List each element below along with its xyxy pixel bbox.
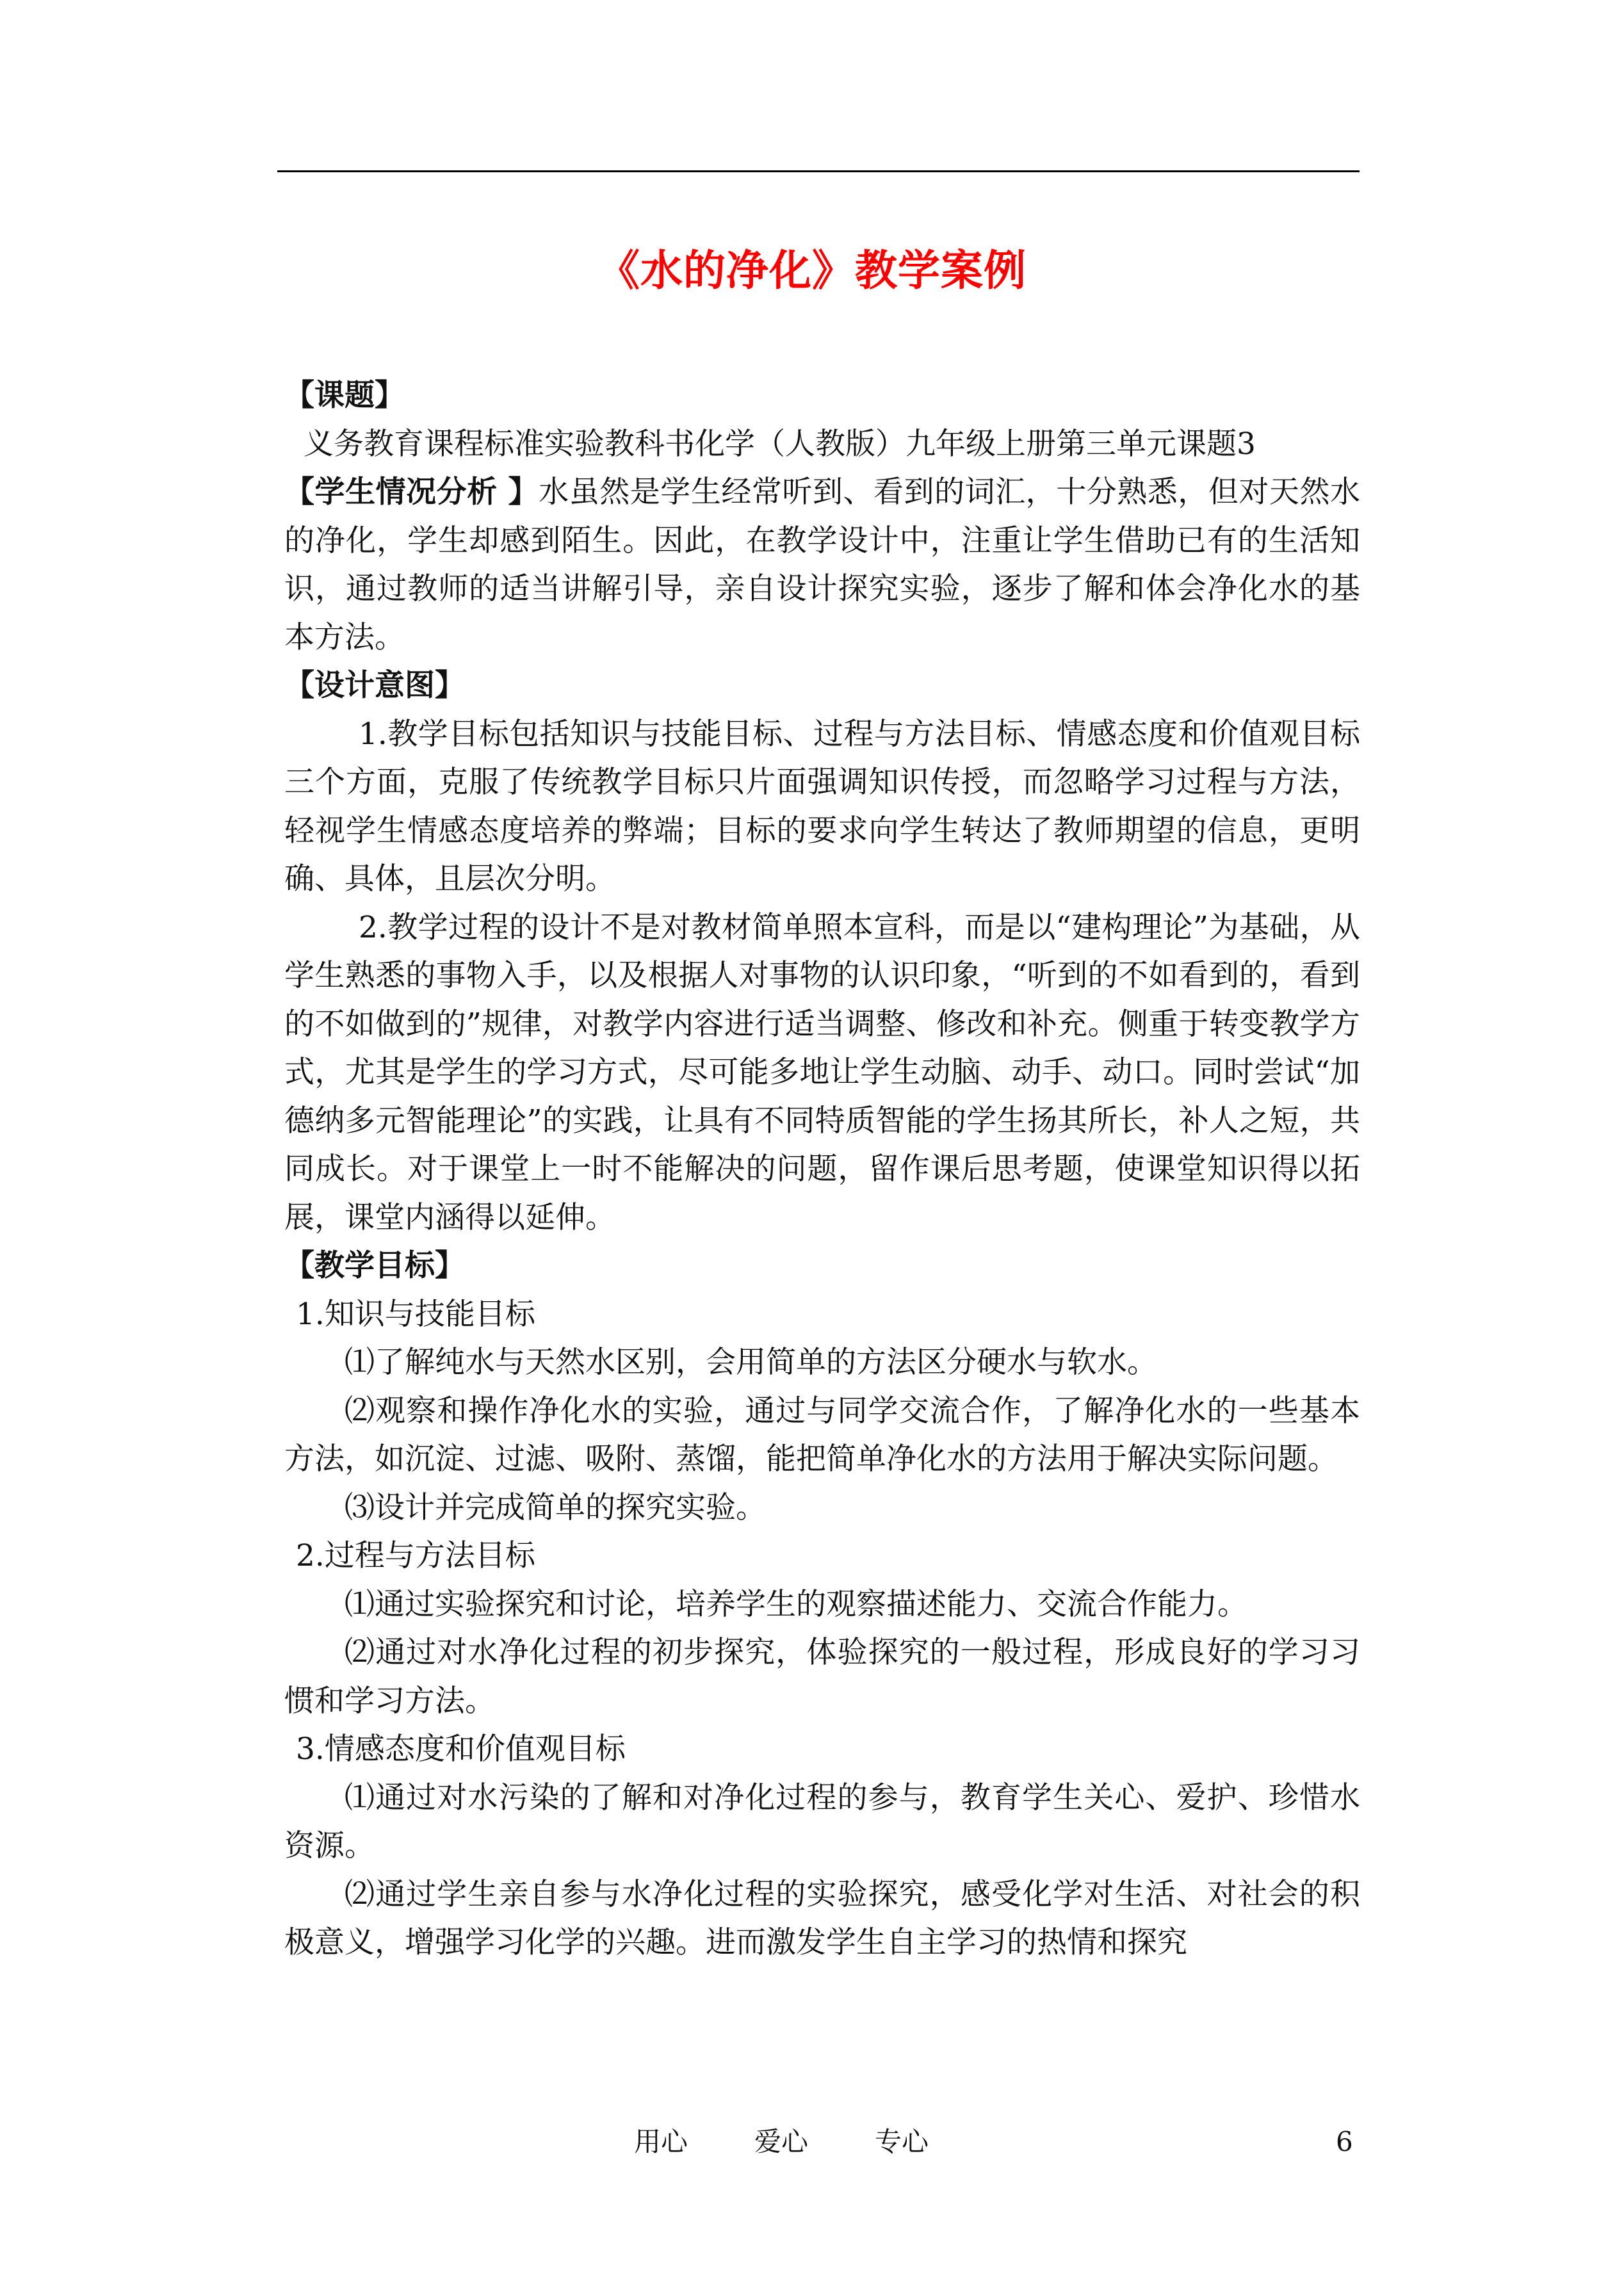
footer-motto-2: 爱心: [754, 2126, 809, 2157]
objective-1-1: ⑴了解纯水与天然水区别，会用简单的方法区分硬水与软水。: [345, 1345, 1157, 1380]
objective-group-3: 3.情感态度和价值观目标: [296, 1731, 626, 1767]
document-body: [284, 371, 1360, 1967]
footer-motto-3: 专心: [875, 2126, 929, 2157]
objective-group-1: 1.知识与技能目标: [296, 1296, 535, 1332]
objective-2-1: ⑴通过实验探究和讨论，培养学生的观察描述能力、交流合作能力。: [345, 1586, 1247, 1622]
topic-heading: 【课题】: [284, 378, 405, 413]
objective-3-1: ⑴通过对水污染的了解和对净化过程的参与，教育学生关心、爱护、珍惜水资源。: [284, 1780, 1360, 1863]
topic-text: 义务教育课程标准实验教科书化学（人教版）九年级上册第三单元课题3: [304, 426, 1256, 462]
footer-motto-1: 用心: [634, 2126, 688, 2157]
design-intent-heading: 【设计意图】: [284, 668, 465, 703]
student-analysis-heading: 【学生情况分析 】: [284, 474, 539, 510]
design-intent-paragraph-1: 1.教学目标包括知识与技能目标、过程与方法目标、情感态度和价值观目标三个方面，克服了传统教学目标只片面强调知识传授，而忽略学习过程与方法，轻视学生情感态度培养的弊端；目标的要求向学生转达了教师期望的信息，更明确、具体，且层次分明。: [284, 716, 1360, 896]
objectives-heading: 【教学目标】: [284, 1248, 465, 1283]
objective-2-2: ⑵通过对水净化过程的初步探究，体验探究的一般过程，形成良好的学习习惯和学习方法。: [284, 1635, 1360, 1719]
objective-1-2: ⑵观察和操作净化水的实验，通过与同学交流合作，了解净化水的一些基本方法，如沉淀、过滤、吸附、蒸馏，能把简单净化水的方法用于解决实际问题。: [284, 1393, 1360, 1477]
page-title: 《水的净化》教学案例: [597, 246, 1027, 295]
objective-group-2: 2.过程与方法目标: [296, 1538, 535, 1573]
page-footer: [0, 2120, 1624, 2164]
footer-motto: [634, 2120, 995, 2164]
design-intent-paragraph-2: 2.教学过程的设计不是对教材简单照本宣科，而是以“建构理论”为基础，从学生熟悉的事物入手，以及根据人对事物的认识印象，“听到的不如看到的，看到的不如做到的”规律，对教学内容进行适当调整、修改和补充。侧重于转变教学方式，尤其是学生的学习方式，尽可能多地让学生动脑、动手、动口。同时尝试“加德纳多元智能理论”的实践，让具有不同特质智能的学生扬其所长，补人之短，共同成长。对于课堂上一时不能解决的问题，留作课后思考题，使课堂知识得以拓展，课堂内涵得以延伸。: [284, 909, 1360, 1235]
page-number: 6: [1336, 2126, 1353, 2157]
student-analysis-paragraph: [284, 468, 1360, 661]
objective-3-2: ⑵通过学生亲自参与水净化过程的实验探究，感受化学对生活、对社会的积极意义，增强学习化学的兴趣。进而激发学生自主学习的热情和探究: [284, 1876, 1360, 1960]
header-rule: [277, 170, 1360, 172]
student-analysis-text: 水虽然是学生经常听到、看到的词汇，十分熟悉，但对天然水的净化，学生却感到陌生。因此，在教学设计中，注重让学生借助已有的生活知识，通过教师的适当讲解引导，亲自设计探究实验，逐步了解和体会净化水的基本方法。: [284, 474, 1360, 655]
objective-1-3: ⑶设计并完成简单的探究实验。: [345, 1489, 766, 1525]
